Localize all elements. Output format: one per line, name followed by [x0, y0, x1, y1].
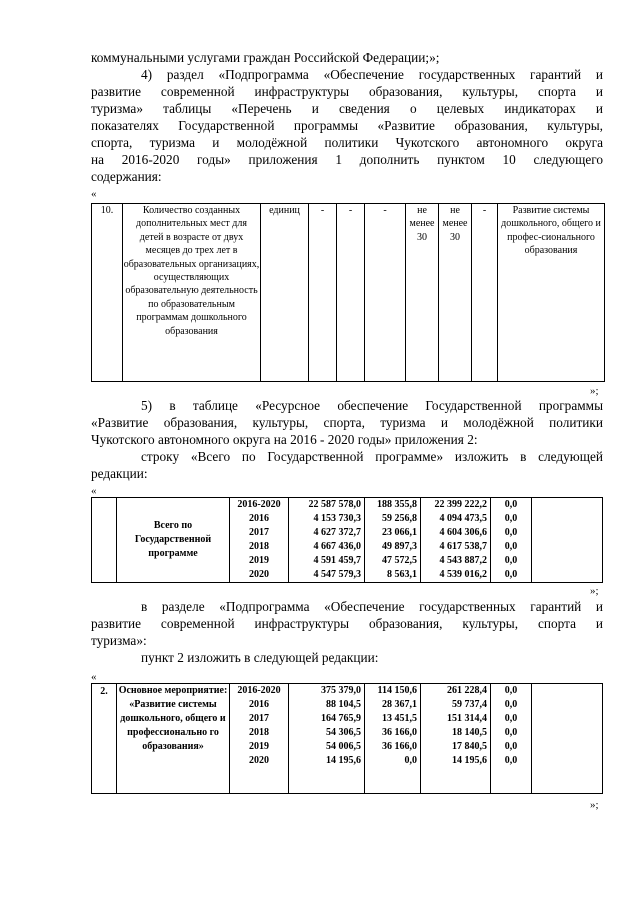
- table2-federal: 188 355,8: [365, 498, 421, 513]
- table2-other: 0,0: [491, 554, 532, 568]
- table3-regional: 151 314,4: [421, 712, 491, 726]
- table3-federal: 0,0: [365, 754, 421, 793]
- table3-federal: 36 166,0: [365, 740, 421, 754]
- table2-regional: 4 604 306,6: [421, 526, 491, 540]
- table2-regional: 22 399 222,2: [421, 498, 491, 513]
- table3-year: 2017: [230, 712, 289, 726]
- table2-year: 2020: [230, 568, 289, 583]
- para1-line-5: спорта, туризма и молодёжной политики Чукотского автономного округа: [91, 135, 603, 150]
- value-2016: -: [309, 204, 337, 382]
- program-total-table: [91, 497, 603, 583]
- value-extra: -: [472, 204, 498, 382]
- para3-line-2: туризма»:: [91, 633, 147, 648]
- table2-year: 2019: [230, 554, 289, 568]
- quote-open-3: «: [91, 671, 97, 683]
- table3-total: 14 195,6: [289, 754, 365, 793]
- para3-line-1: развитие современной инфраструктуры образования, культуры, спорта и: [91, 616, 603, 631]
- table2-regional: 4 094 473,5: [421, 512, 491, 526]
- table2-other: 0,0: [491, 512, 532, 526]
- para1-line-6: на 2016-2020 годы» приложения 1 дополнить пунктом 10 следующего: [91, 152, 603, 167]
- para1-line-7: содержания:: [91, 169, 162, 184]
- activity-number: 2.: [92, 684, 117, 794]
- row-number: 10.: [92, 204, 123, 382]
- para2-line-4: редакции:: [91, 466, 148, 481]
- table2-total: 22 587 578,0: [289, 498, 365, 513]
- quote-close-2: »;: [590, 585, 599, 597]
- para1-line-3: туризма» таблицы «Перечень и сведения о целевых индикаторах и: [91, 101, 603, 116]
- table3-other: 0,0: [491, 698, 532, 712]
- unit-cell: единиц: [261, 204, 309, 382]
- table3-other: 0,0: [491, 726, 532, 740]
- quote-close-3: »;: [590, 799, 599, 811]
- table2-other: 0,0: [491, 498, 532, 513]
- table3-federal: 114 150,6: [365, 684, 421, 699]
- empty-note-cell: [532, 684, 603, 794]
- table2-year: 2016: [230, 512, 289, 526]
- table3-other: 0,0: [491, 712, 532, 726]
- value-2017: -: [337, 204, 365, 382]
- table2-year: 2017: [230, 526, 289, 540]
- table2-federal: 23 066,1: [365, 526, 421, 540]
- value-2018: -: [365, 204, 406, 382]
- table3-regional: 261 228,4: [421, 684, 491, 699]
- empty-note-cell: [532, 498, 603, 583]
- program-label: Всего по Государственной программе: [117, 498, 230, 583]
- para1-line-4: показателях Государственной программы «Развитие образования, культуры,: [91, 118, 603, 133]
- table2-total: 4 547 579,3: [289, 568, 365, 583]
- quote-open-1: «: [91, 188, 97, 200]
- table2-federal: 59 256,8: [365, 512, 421, 526]
- table2-other: 0,0: [491, 526, 532, 540]
- activity-label: Основное мероприятие: «Развитие системы дошкольного, общего и профессионально го образования»: [117, 684, 230, 794]
- table2-total: 4 591 459,7: [289, 554, 365, 568]
- table3-total: 88 104,5: [289, 698, 365, 712]
- table3-total: 54 006,5: [289, 740, 365, 754]
- para2-line-1: «Развитие образования, культуры, спорта, туризма и молодёжной политики: [91, 415, 603, 430]
- table3-federal: 13 451,5: [365, 712, 421, 726]
- value-2019: не менее 30: [406, 204, 439, 382]
- table2-federal: 8 563,1: [365, 568, 421, 583]
- table3-regional: 59 737,4: [421, 698, 491, 712]
- table3-other: 0,0: [491, 740, 532, 754]
- empty-number-cell: [92, 498, 117, 583]
- table3-other: 0,0: [491, 684, 532, 699]
- table2-total: 4 153 730,3: [289, 512, 365, 526]
- activity-table: [91, 683, 603, 794]
- table3-federal: 36 166,0: [365, 726, 421, 740]
- para2-line-2: Чукотского автономного округа на 2016 - 2020 годы» приложения 2:: [91, 432, 478, 447]
- table2-year: 2016-2020: [230, 498, 289, 513]
- table3-total: 164 765,9: [289, 712, 365, 726]
- table3-other: 0,0: [491, 754, 532, 793]
- table3-year: 2019: [230, 740, 289, 754]
- table2-total: 4 627 372,7: [289, 526, 365, 540]
- indicator-name: Количество созданных дополнительных мест для детей в возрасте от двух месяцев до трех лет в образовательных организациях, осуществляющих образовательную деятельность по образовательным программам дошкольного образования: [123, 204, 261, 382]
- table2-year: 2018: [230, 540, 289, 554]
- table2-regional: 4 543 887,2: [421, 554, 491, 568]
- table2-regional: 4 539 016,2: [421, 568, 491, 583]
- table2-federal: 49 897,3: [365, 540, 421, 554]
- table3-federal: 28 367,1: [365, 698, 421, 712]
- para2-line-3: строку «Всего по Государственной программе» изложить в следующей: [141, 449, 603, 464]
- para1-line-1: 4) раздел «Подпрограмма «Обеспечение государственных гарантий и: [141, 67, 603, 82]
- quote-open-2: «: [91, 485, 97, 497]
- para3-line-3: пункт 2 изложить в следующей редакции:: [141, 650, 379, 665]
- table3-year: 2018: [230, 726, 289, 740]
- table3-regional: 18 140,5: [421, 726, 491, 740]
- table3-total: 54 306,5: [289, 726, 365, 740]
- quote-close-1: »;: [590, 385, 599, 397]
- indicator-table: [91, 203, 605, 382]
- para2-line-0: 5) в таблице «Ресурсное обеспечение Государственной программы: [141, 398, 603, 413]
- value-2020: не менее 30: [439, 204, 472, 382]
- goal-cell: Развитие системы дошкольного, общего и профес-сионального образования: [498, 204, 605, 382]
- para1-line-2: развитие современной инфраструктуры образования, культуры, спорта и: [91, 84, 603, 99]
- table3-year: 2020: [230, 754, 289, 793]
- table2-other: 0,0: [491, 568, 532, 583]
- table3-year: 2016: [230, 698, 289, 712]
- para1-line-0: коммунальными услугами граждан Российской Федерации;»;: [91, 50, 440, 65]
- table2-total: 4 667 436,0: [289, 540, 365, 554]
- table3-total: 375 379,0: [289, 684, 365, 699]
- table3-regional: 17 840,5: [421, 740, 491, 754]
- table2-other: 0,0: [491, 540, 532, 554]
- table3-regional: 14 195,6: [421, 754, 491, 793]
- para3-line-0: в разделе «Подпрограмма «Обеспечение государственных гарантий и: [141, 599, 603, 614]
- table2-federal: 47 572,5: [365, 554, 421, 568]
- table2-regional: 4 617 538,7: [421, 540, 491, 554]
- table3-year: 2016-2020: [230, 684, 289, 699]
